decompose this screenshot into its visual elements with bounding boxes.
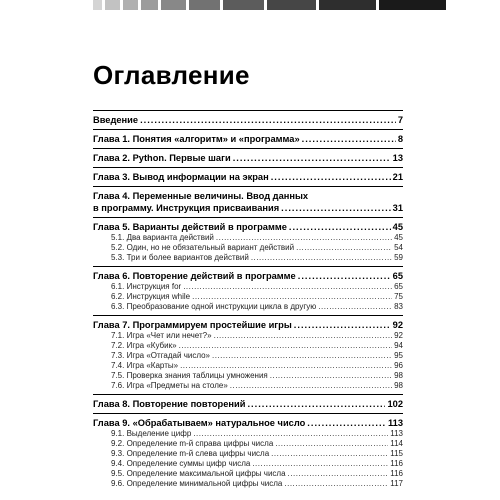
leader-dots [192, 292, 392, 302]
leader-dots [183, 282, 392, 292]
toc-section-page: 75 [394, 292, 403, 301]
decorative-gradient-bar [0, 0, 500, 10]
toc-chapter-block [93, 217, 403, 266]
toc-section[interactable] [93, 243, 403, 253]
toc-chapter[interactable] [93, 202, 403, 214]
toc-chapter-block [93, 413, 403, 492]
toc-chapter-page: 7 [397, 115, 403, 125]
toc-chapter-block [93, 186, 403, 217]
toc-section[interactable] [93, 233, 403, 243]
toc-chapter[interactable] [93, 152, 403, 164]
page-title: Оглавление [93, 60, 250, 90]
toc-chapter-title: Глава 5. Варианты действий в программе [93, 222, 287, 232]
toc-chapter-page: 31 [392, 203, 403, 213]
toc-chapter-block [93, 110, 403, 129]
toc-section-page: 116 [390, 459, 403, 468]
toc-section-title: 7.1. Игра «Чет или нечет?» [111, 331, 212, 340]
bar-segment [123, 0, 138, 10]
toc-section-page: 114 [390, 439, 403, 448]
leader-dots [180, 361, 392, 371]
leader-dots [275, 439, 388, 449]
leader-dots [233, 152, 391, 164]
leader-dots [296, 243, 392, 253]
toc-section-title: 7.4. Игра «Карты» [111, 361, 179, 370]
toc-section-title: 9.2. Определение m-й справа цифры числа [111, 439, 274, 448]
toc-chapter[interactable] [93, 114, 403, 126]
toc-section-title: 7.2. Игра «Кубик» [111, 341, 177, 350]
leader-dots [294, 319, 391, 331]
toc-section-title: 9.3. Определение m-й слева цифры числа [111, 449, 270, 458]
toc-chapter-block [93, 266, 403, 315]
toc-chapter-title: Глава 6. Повторение действий в программе [93, 271, 296, 281]
bar-segment [319, 0, 376, 10]
leader-dots [271, 171, 391, 183]
toc-section[interactable] [93, 371, 403, 381]
leader-dots [270, 371, 392, 381]
toc-section-title: 7.3. Игра «Отгадай число» [111, 351, 210, 360]
toc-chapter-page: 13 [392, 153, 403, 163]
toc-section-title: 5.3. Три и более вариантов действий [111, 253, 249, 262]
toc-section[interactable] [93, 479, 403, 489]
toc-section[interactable] [93, 302, 403, 312]
leader-dots [284, 479, 388, 489]
toc-chapter-title: Глава 3. Вывод информации на экран [93, 172, 269, 182]
toc-section-page: 95 [394, 351, 403, 360]
leader-dots [302, 133, 396, 145]
leader-dots [247, 398, 385, 410]
bar-segment [189, 0, 220, 10]
toc-chapter-block [93, 167, 403, 186]
toc-chapter-page: 21 [392, 172, 403, 182]
toc-chapter-title: Глава 8. Повторение повторений [93, 399, 246, 409]
leader-dots [214, 331, 393, 341]
toc-chapter[interactable] [93, 417, 403, 429]
leader-dots [251, 253, 392, 263]
leader-dots [179, 341, 393, 351]
toc-chapter-title: Глава 7. Программируем простейшие игры [93, 320, 292, 330]
toc-section[interactable] [93, 282, 403, 292]
bar-segment [379, 0, 446, 10]
toc-section-page: 116 [390, 469, 403, 478]
toc-chapter-block [93, 129, 403, 148]
bar-segment [161, 0, 186, 10]
toc-section[interactable] [93, 449, 403, 459]
leader-dots [271, 449, 388, 459]
leader-dots [212, 351, 392, 361]
toc-section[interactable] [93, 381, 403, 391]
toc-chapter-page: 102 [387, 399, 403, 409]
toc-section-page: 45 [394, 233, 403, 242]
toc-section-page: 98 [394, 371, 403, 380]
toc-chapter[interactable] [93, 171, 403, 183]
toc-section[interactable] [93, 361, 403, 371]
leader-dots [140, 114, 396, 126]
toc-chapter-block [93, 148, 403, 167]
leader-dots [318, 302, 392, 312]
toc-section-page: 96 [394, 361, 403, 370]
table-of-contents [93, 110, 403, 492]
toc-section-title: 9.4. Определение суммы цифр числа [111, 459, 251, 468]
bar-segment [105, 0, 120, 10]
toc-chapter-title: Глава 9. «Обрабатываем» натуральное число [93, 418, 306, 428]
leader-dots [307, 417, 386, 429]
toc-chapter-title: в программу. Инструкция присваивания [93, 203, 280, 213]
leader-dots [216, 233, 392, 243]
toc-section-page: 94 [394, 341, 403, 350]
bar-segment [141, 0, 158, 10]
toc-section-page: 92 [394, 331, 403, 340]
toc-section[interactable] [93, 439, 403, 449]
toc-section[interactable] [93, 351, 403, 361]
toc-chapter-title: Введение [93, 115, 139, 125]
leader-dots [193, 429, 388, 439]
bar-segment [267, 0, 316, 10]
toc-chapter-title: Глава 2. Python. Первые шаги [93, 153, 231, 163]
leader-dots [298, 270, 391, 282]
toc-section-page: 98 [394, 381, 403, 390]
toc-section-title: 5.2. Один, но не обязательный вариант действий [111, 243, 295, 252]
toc-chapter-page: 8 [397, 134, 403, 144]
toc-section-page: 83 [394, 302, 403, 311]
toc-section-page: 65 [394, 282, 403, 291]
toc-chapter-page: 45 [392, 222, 403, 232]
toc-section-title: 9.6. Определение минимальной цифры числа [111, 479, 283, 488]
toc-section[interactable] [93, 429, 403, 439]
toc-chapter-block [93, 315, 403, 394]
toc-section[interactable] [93, 292, 403, 302]
toc-chapter[interactable] [93, 270, 403, 282]
toc-chapter-page: 113 [388, 418, 403, 428]
toc-section[interactable] [93, 341, 403, 351]
leader-dots [230, 381, 392, 391]
toc-chapter[interactable] [93, 133, 403, 145]
leader-dots [288, 469, 389, 479]
bar-segment [223, 0, 264, 10]
toc-chapter[interactable] [93, 398, 403, 410]
leader-dots [289, 221, 391, 233]
toc-section-title: 9.1. Выделение цифр [111, 429, 192, 438]
toc-section-page: 117 [390, 479, 403, 488]
toc-section-title: 7.5. Проверка знания таблицы умножения [111, 371, 268, 380]
bar-segment [93, 0, 102, 10]
toc-chapter[interactable] [93, 319, 403, 331]
toc-section-title: 6.2. Инструкция while [111, 292, 191, 301]
toc-section-page: 115 [390, 449, 403, 458]
leader-dots [252, 459, 388, 469]
toc-section[interactable] [93, 459, 403, 469]
toc-section-title: 5.1. Два варианта действий [111, 233, 214, 242]
toc-section[interactable] [93, 331, 403, 341]
toc-chapter-page: 92 [392, 320, 403, 330]
toc-section[interactable] [93, 253, 403, 263]
toc-section-title: 9.5. Определение максимальной цифры числа [111, 469, 286, 478]
toc-chapter[interactable] [93, 221, 403, 233]
toc-chapter-block [93, 394, 403, 413]
toc-section-page: 54 [394, 243, 403, 252]
toc-section-page: 113 [390, 429, 403, 438]
toc-section-title: 6.1. Инструкция for [111, 282, 182, 291]
toc-chapter-page: 65 [392, 271, 403, 281]
leader-dots [281, 202, 390, 214]
chapter-title-line[interactable]: Глава 4. Переменные величины. Ввод данных [93, 191, 309, 201]
toc-section-title: 6.3. Преобразование одной инструкции цикла в другую [111, 302, 317, 311]
toc-section-page: 59 [394, 253, 403, 262]
toc-section[interactable] [93, 469, 403, 479]
toc-section-title: 7.6. Игра «Предметы на столе» [111, 381, 228, 390]
toc-chapter-title: Глава 1. Понятия «алгоритм» и «программа» [93, 134, 300, 144]
